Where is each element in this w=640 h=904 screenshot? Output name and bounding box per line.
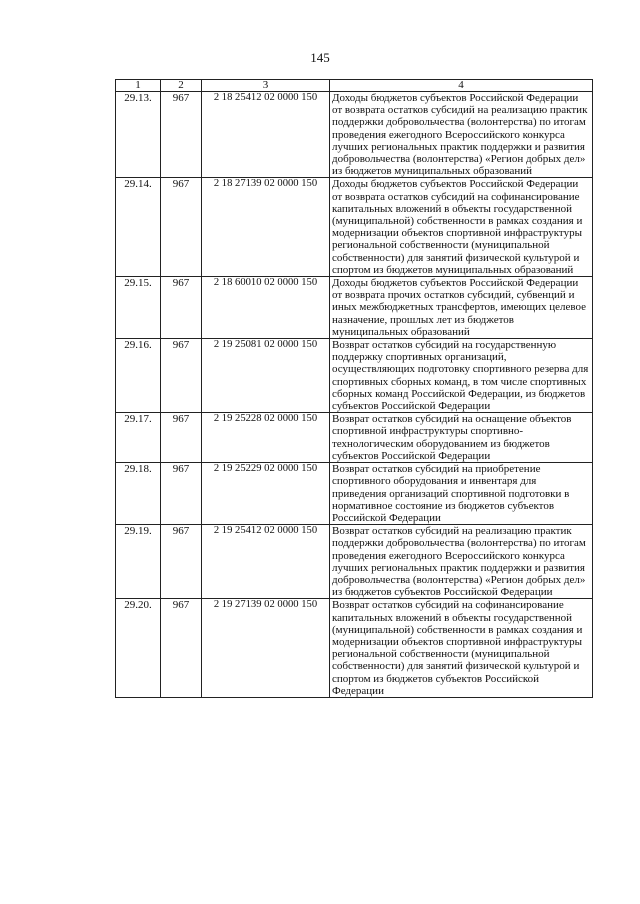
column-header-3: 3 — [202, 80, 330, 92]
row-number: 29.19. — [116, 525, 161, 599]
administrator-code: 967 — [161, 277, 202, 339]
row-number: 29.15. — [116, 277, 161, 339]
budget-classification-code: 2 19 27139 02 0000 150 — [202, 599, 330, 698]
revenue-description: Возврат остатков субсидий на софинансирование капитальных вложений в объекты государственной (муниципальной) собственности в рамках создания и модернизации объектов спортивной инфраструктуры региональной собственности (муниципальной собственности) для занятий физической культурой и спортом из бюджетов субъектов Российской Федерации — [330, 599, 593, 698]
budget-classification-code: 2 18 27139 02 0000 150 — [202, 178, 330, 277]
administrator-code: 967 — [161, 339, 202, 413]
column-header-4: 4 — [330, 80, 593, 92]
column-header-1: 1 — [116, 80, 161, 92]
administrator-code: 967 — [161, 599, 202, 698]
page-number: 145 — [310, 50, 330, 65]
table-row — [116, 525, 593, 599]
administrator-code: 967 — [161, 525, 202, 599]
row-number: 29.14. — [116, 178, 161, 277]
row-number: 29.18. — [116, 463, 161, 525]
revenue-description: Возврат остатков субсидий на реализацию практик поддержки добровольчества (волонтерства) по итогам проведения ежегодного Всероссийского конкурса лучших региональных практик поддержки и развития добровольчества (волонтерства) «Регион добрых дел» из бюджетов субъектов Российской Федерации — [330, 525, 593, 599]
row-number: 29.16. — [116, 339, 161, 413]
table-row — [116, 92, 593, 178]
budget-classification-code: 2 19 25081 02 0000 150 — [202, 339, 330, 413]
row-number: 29.13. — [116, 92, 161, 178]
table-row — [116, 339, 593, 413]
revenue-description: Доходы бюджетов субъектов Российской Федерации от возврата остатков субсидий на софинансирование капитальных вложений в объекты государственной (муниципальной) собственности в рамках создания и модернизации объектов спортивной инфраструктуры региональной собственности (муниципальной собственности) для занятий физической культурой и спортом из бюджетов муниципальных образований — [330, 178, 593, 277]
revenue-description: Возврат остатков субсидий на оснащение объектов спортивной инфраструктуры спортивно-технологическим оборудованием из бюджетов субъектов Российской Федерации — [330, 413, 593, 463]
table-row — [116, 463, 593, 525]
table-row — [116, 413, 593, 463]
table-header-row — [116, 80, 593, 92]
revenue-description: Возврат остатков субсидий на государственную поддержку спортивных организаций, осуществляющих подготовку спортивного резерва для спортивных сборных команд, в том числе спортивных сборных команд Российской Федерации, из бюджетов субъектов Российской Федерации — [330, 339, 593, 413]
budget-classification-table — [115, 79, 593, 698]
table-row — [116, 277, 593, 339]
budget-classification-code: 2 19 25412 02 0000 150 — [202, 525, 330, 599]
table-row — [116, 599, 593, 698]
revenue-description: Доходы бюджетов субъектов Российской Федерации от возврата прочих остатков субсидий, субвенций и иных межбюджетных трансфертов, имеющих целевое назначение, прошлых лет из бюджетов муниципальных образований — [330, 277, 593, 339]
budget-classification-code: 2 19 25229 02 0000 150 — [202, 463, 330, 525]
column-header-2: 2 — [161, 80, 202, 92]
row-number: 29.17. — [116, 413, 161, 463]
revenue-description: Возврат остатков субсидий на приобретение спортивного оборудования и инвентаря для приведения организаций спортивной подготовки в нормативное состояние из бюджетов субъектов Российской Федерации — [330, 463, 593, 525]
administrator-code: 967 — [161, 92, 202, 178]
administrator-code: 967 — [161, 463, 202, 525]
revenue-description: Доходы бюджетов субъектов Российской Федерации от возврата остатков субсидий на реализацию практик поддержки добровольчества (волонтерства) по итогам проведения ежегодного Всероссийского конкурса лучших региональных практик поддержки и развития добровольчества (волонтерства) «Регион добрых дел» из бюджетов муниципальных образований — [330, 92, 593, 178]
administrator-code: 967 — [161, 178, 202, 277]
budget-classification-code: 2 18 60010 02 0000 150 — [202, 277, 330, 339]
table-row — [116, 178, 593, 277]
budget-classification-code: 2 19 25228 02 0000 150 — [202, 413, 330, 463]
administrator-code: 967 — [161, 413, 202, 463]
row-number: 29.20. — [116, 599, 161, 698]
budget-classification-code: 2 18 25412 02 0000 150 — [202, 92, 330, 178]
